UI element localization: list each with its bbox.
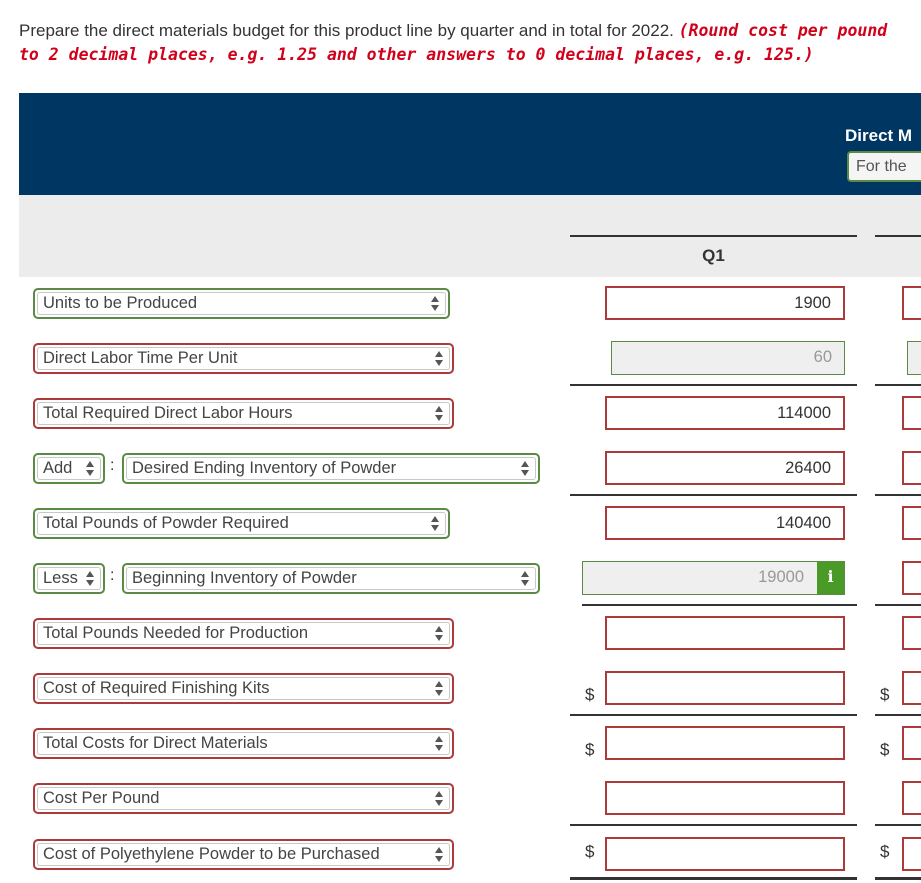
subtotal-rule bbox=[570, 824, 857, 826]
modifier-label: Add bbox=[43, 459, 73, 477]
total-double-rule bbox=[570, 877, 857, 880]
total-double-rule bbox=[875, 877, 921, 880]
q1-input-ending-inventory[interactable]: 26400 bbox=[605, 451, 845, 485]
q1-input-total-labor-hours[interactable]: 114000 bbox=[605, 396, 845, 430]
q2-input-units-produced[interactable] bbox=[902, 286, 921, 320]
row-label: Total Required Direct Labor Hours bbox=[43, 404, 293, 422]
modifier-select-add[interactable] bbox=[33, 453, 105, 484]
q1-value-beginning-inventory bbox=[582, 561, 845, 595]
q2-input-total-material-costs[interactable] bbox=[902, 726, 921, 760]
q1-input-units-produced[interactable]: 1900 bbox=[605, 286, 845, 320]
q1-input-powder-cost[interactable] bbox=[605, 837, 845, 871]
row-label: Units to be Produced bbox=[43, 294, 198, 312]
q2-input-ending-inventory[interactable] bbox=[902, 451, 921, 485]
info-icon[interactable]: i bbox=[817, 562, 844, 594]
row-label-select-units-produced[interactable] bbox=[33, 288, 450, 319]
subtotal-rule bbox=[570, 384, 857, 386]
colon-separator: : bbox=[110, 457, 115, 474]
select-arrows-icon bbox=[86, 571, 94, 586]
row-label: Desired Ending Inventory of Powder bbox=[132, 459, 397, 477]
instructions bbox=[19, 19, 899, 67]
currency-symbol: $ bbox=[880, 685, 890, 704]
select-arrows-icon bbox=[431, 516, 439, 531]
row-label-select-beginning-inventory[interactable] bbox=[122, 563, 540, 594]
modifier-label: Less bbox=[43, 569, 78, 587]
q2-input-total-labor-hours[interactable] bbox=[902, 396, 921, 430]
q2-input-pounds-needed[interactable] bbox=[902, 616, 921, 650]
q1-value-labor-time: 60 bbox=[611, 341, 845, 375]
row-label-select-powder-cost[interactable] bbox=[33, 839, 454, 870]
row-label: Beginning Inventory of Powder bbox=[132, 569, 357, 587]
q2-input-beginning-inventory[interactable] bbox=[902, 561, 921, 595]
select-arrows-icon bbox=[435, 791, 443, 806]
row-label: Cost Per Pound bbox=[43, 789, 160, 807]
row-label-select-total-material-costs[interactable] bbox=[33, 728, 454, 759]
subtotal-rule bbox=[875, 494, 921, 496]
row-label-select-total-labor-hours[interactable] bbox=[33, 398, 454, 429]
q1-input-total-material-costs[interactable] bbox=[605, 726, 845, 760]
q1-input-finishing-kits-cost[interactable] bbox=[605, 671, 845, 705]
q1-input-pounds-needed[interactable] bbox=[605, 616, 845, 650]
modifier-select-less[interactable] bbox=[33, 563, 105, 594]
row-label-select-ending-inventory[interactable] bbox=[122, 453, 540, 484]
subtotal-rule bbox=[570, 714, 857, 716]
currency-symbol: $ bbox=[585, 685, 595, 704]
select-arrows-icon bbox=[435, 847, 443, 862]
row-label: Cost of Polyethylene Powder to be Purchased bbox=[43, 845, 380, 863]
select-arrows-icon bbox=[435, 406, 443, 421]
subtotal-rule bbox=[875, 604, 921, 606]
row-label-select-pounds-needed[interactable] bbox=[33, 618, 454, 649]
q1-input-total-pounds-required[interactable]: 140400 bbox=[605, 506, 845, 540]
select-arrows-icon bbox=[435, 626, 443, 641]
column-header-q1: Q1 bbox=[702, 246, 725, 265]
period-select[interactable]: For the bbox=[847, 151, 921, 182]
q2-value-labor-time bbox=[907, 341, 921, 375]
row-label: Total Pounds of Powder Required bbox=[43, 514, 289, 532]
q2-input-powder-cost[interactable] bbox=[902, 837, 921, 871]
budget-title: Direct M bbox=[845, 126, 913, 145]
row-label: Cost of Required Finishing Kits bbox=[43, 679, 270, 697]
subtotal-rule bbox=[875, 384, 921, 386]
q2-header-rule bbox=[875, 235, 921, 237]
select-arrows-icon bbox=[435, 351, 443, 366]
budget-header bbox=[19, 93, 921, 195]
subtotal-rule bbox=[875, 824, 921, 826]
q1-header-rule bbox=[570, 235, 857, 237]
select-arrows-icon bbox=[431, 296, 439, 311]
row-label-select-finishing-kits-cost[interactable] bbox=[33, 673, 454, 704]
q2-input-total-pounds-required[interactable] bbox=[902, 506, 921, 540]
q1-input-cost-per-pound[interactable] bbox=[605, 781, 845, 815]
currency-symbol: $ bbox=[880, 740, 890, 759]
currency-symbol: $ bbox=[880, 842, 890, 861]
select-arrows-icon bbox=[521, 571, 529, 586]
beginning-inventory-value: 19000 bbox=[758, 568, 804, 586]
subtotal-rule bbox=[875, 714, 921, 716]
select-arrows-icon bbox=[435, 681, 443, 696]
row-label: Total Costs for Direct Materials bbox=[43, 734, 268, 752]
currency-symbol: $ bbox=[585, 740, 595, 759]
colon-separator: : bbox=[110, 567, 115, 584]
row-label-select-labor-time[interactable] bbox=[33, 343, 454, 374]
subtotal-rule bbox=[570, 494, 857, 496]
select-arrows-icon bbox=[521, 461, 529, 476]
subtotal-rule bbox=[582, 604, 857, 606]
instructions-text: Prepare the direct materials budget for this product line by quarter and in total for 2022. bbox=[19, 21, 674, 40]
row-label: Total Pounds Needed for Production bbox=[43, 624, 309, 642]
select-arrows-icon bbox=[435, 736, 443, 751]
currency-symbol: $ bbox=[585, 842, 595, 861]
row-label-select-total-pounds-required[interactable] bbox=[33, 508, 450, 539]
row-label: Direct Labor Time Per Unit bbox=[43, 349, 238, 367]
q2-input-finishing-kits-cost[interactable] bbox=[902, 671, 921, 705]
q2-input-cost-per-pound[interactable] bbox=[902, 781, 921, 815]
row-label-select-cost-per-pound[interactable] bbox=[33, 783, 454, 814]
rounding-hint: (Round cost per pound to 2 decimal places, e.g. 1.25 and other answers to 0 decimal places, e.g. 125.) bbox=[19, 21, 888, 64]
select-arrows-icon bbox=[86, 461, 94, 476]
